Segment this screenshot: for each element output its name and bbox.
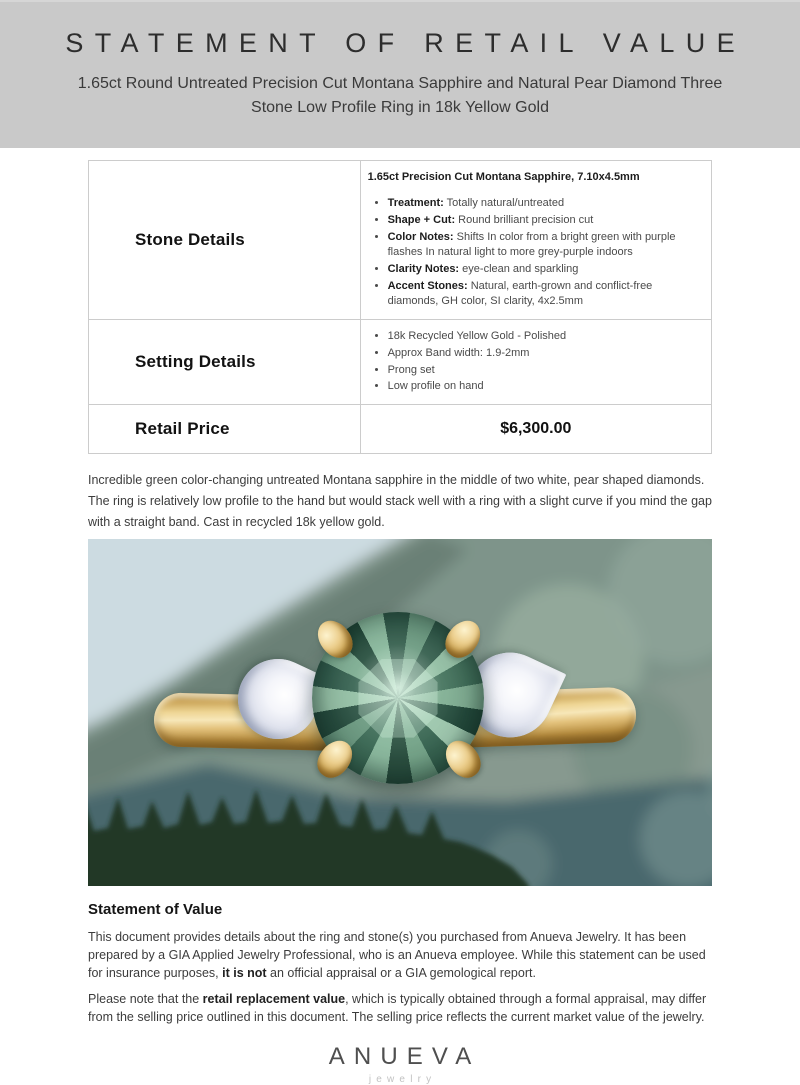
row-label-stone-details: Stone Details <box>89 161 361 320</box>
paragraph-text: , which is typically obtained through a formal appraisal, may differ from the selling price outlined in this document. The selling price reflects the current market value of the jewelry. <box>88 992 707 1025</box>
brand-logo <box>88 1043 712 1085</box>
ring-illustration <box>88 539 712 886</box>
brand-subtitle: jewelry <box>368 1073 437 1085</box>
brand-name: ANUEVA <box>328 1042 481 1070</box>
bullet-text: eye-clean and sparkling <box>459 262 579 275</box>
page-subtitle: 1.65ct Round Untreated Precision Cut Montana Sapphire and Natural Pear Diamond Three Stone Low Profile Ring in 18k Yellow Gold <box>77 75 723 116</box>
stone-details-cell <box>360 161 711 320</box>
content-column <box>88 160 712 1085</box>
spec-table <box>88 160 712 454</box>
header-band <box>0 0 800 148</box>
table-row-stone-details <box>89 161 712 320</box>
description-paragraph: Incredible green color-changing untreated Montana sapphire in the middle of two white, pear shaped diamonds. The ring is relatively low profile to the hand but would stack well with a ring with a slight curve if you mind the gap with a straight band. Cast in recycled 18k yellow gold. <box>88 473 712 530</box>
stone-bullet-list <box>368 196 699 309</box>
row-label-setting-details: Setting Details <box>89 319 361 405</box>
bullet-label: Treatment: <box>387 196 444 209</box>
list-item <box>388 213 699 228</box>
list-item: • 18k Recycled Yellow Gold - Polished <box>388 329 699 344</box>
list-item: • Low profile on hand <box>388 379 699 394</box>
list-item <box>388 262 699 277</box>
paragraph-text: Please note that the <box>88 992 203 1007</box>
list-item: • Approx Band width: 1.9-2mm <box>388 346 699 361</box>
bullet-label: Accent Stones: <box>387 279 468 292</box>
list-item <box>388 279 699 309</box>
paragraph-text: an official appraisal or a GIA gemological report. <box>266 965 536 980</box>
bullet-label: Shape + Cut: <box>387 213 456 226</box>
table-row-retail-price <box>89 405 712 454</box>
list-item <box>388 196 699 211</box>
bullet-text: Round brilliant precision cut <box>455 213 594 226</box>
bullet-text: Shifts In color from a bright green with purple flashes In natural light to more grey-purple indoors <box>387 230 676 258</box>
row-label-retail-price: Retail Price <box>89 405 361 454</box>
retail-price-value: $6,300.00 <box>360 405 711 454</box>
setting-details-cell <box>360 319 711 405</box>
bullet-label: Clarity Notes: <box>387 262 460 275</box>
bullet-text: Natural, earth-grown and conflict-free diamonds, GH color, SI clarity, 4x2.5mm <box>387 279 653 307</box>
paragraph-bold-text: retail replacement value <box>202 992 346 1007</box>
table-row-setting-details <box>89 319 712 405</box>
list-item <box>388 230 699 260</box>
page-title: STATEMENT OF RETAIL VALUE <box>65 28 746 58</box>
stone-heading: 1.65ct Precision Cut Montana Sapphire, 7.10x4.5mm <box>367 171 640 183</box>
ring-photo <box>88 539 712 886</box>
statement-heading: Statement of Value <box>88 901 223 919</box>
paragraph-text: This document provides details about the ring and stone(s) you purchased from Anueva Jewelry. It has been prepared by a GIA Applied Jewelry Professional, who is an Anueva employee. While this statement can be used for insurance purposes, <box>88 930 706 980</box>
bullet-text: Totally natural/untreated <box>443 196 565 209</box>
paragraph-bold-text: it is not <box>222 965 267 980</box>
statement-paragraph-1 <box>88 929 712 982</box>
bullet-label: Color Notes: <box>387 230 454 243</box>
statement-of-value-section <box>88 901 712 1027</box>
setting-bullet-list <box>368 329 699 395</box>
statement-paragraph-2 <box>88 991 712 1027</box>
list-item: • Prong set <box>388 363 699 378</box>
